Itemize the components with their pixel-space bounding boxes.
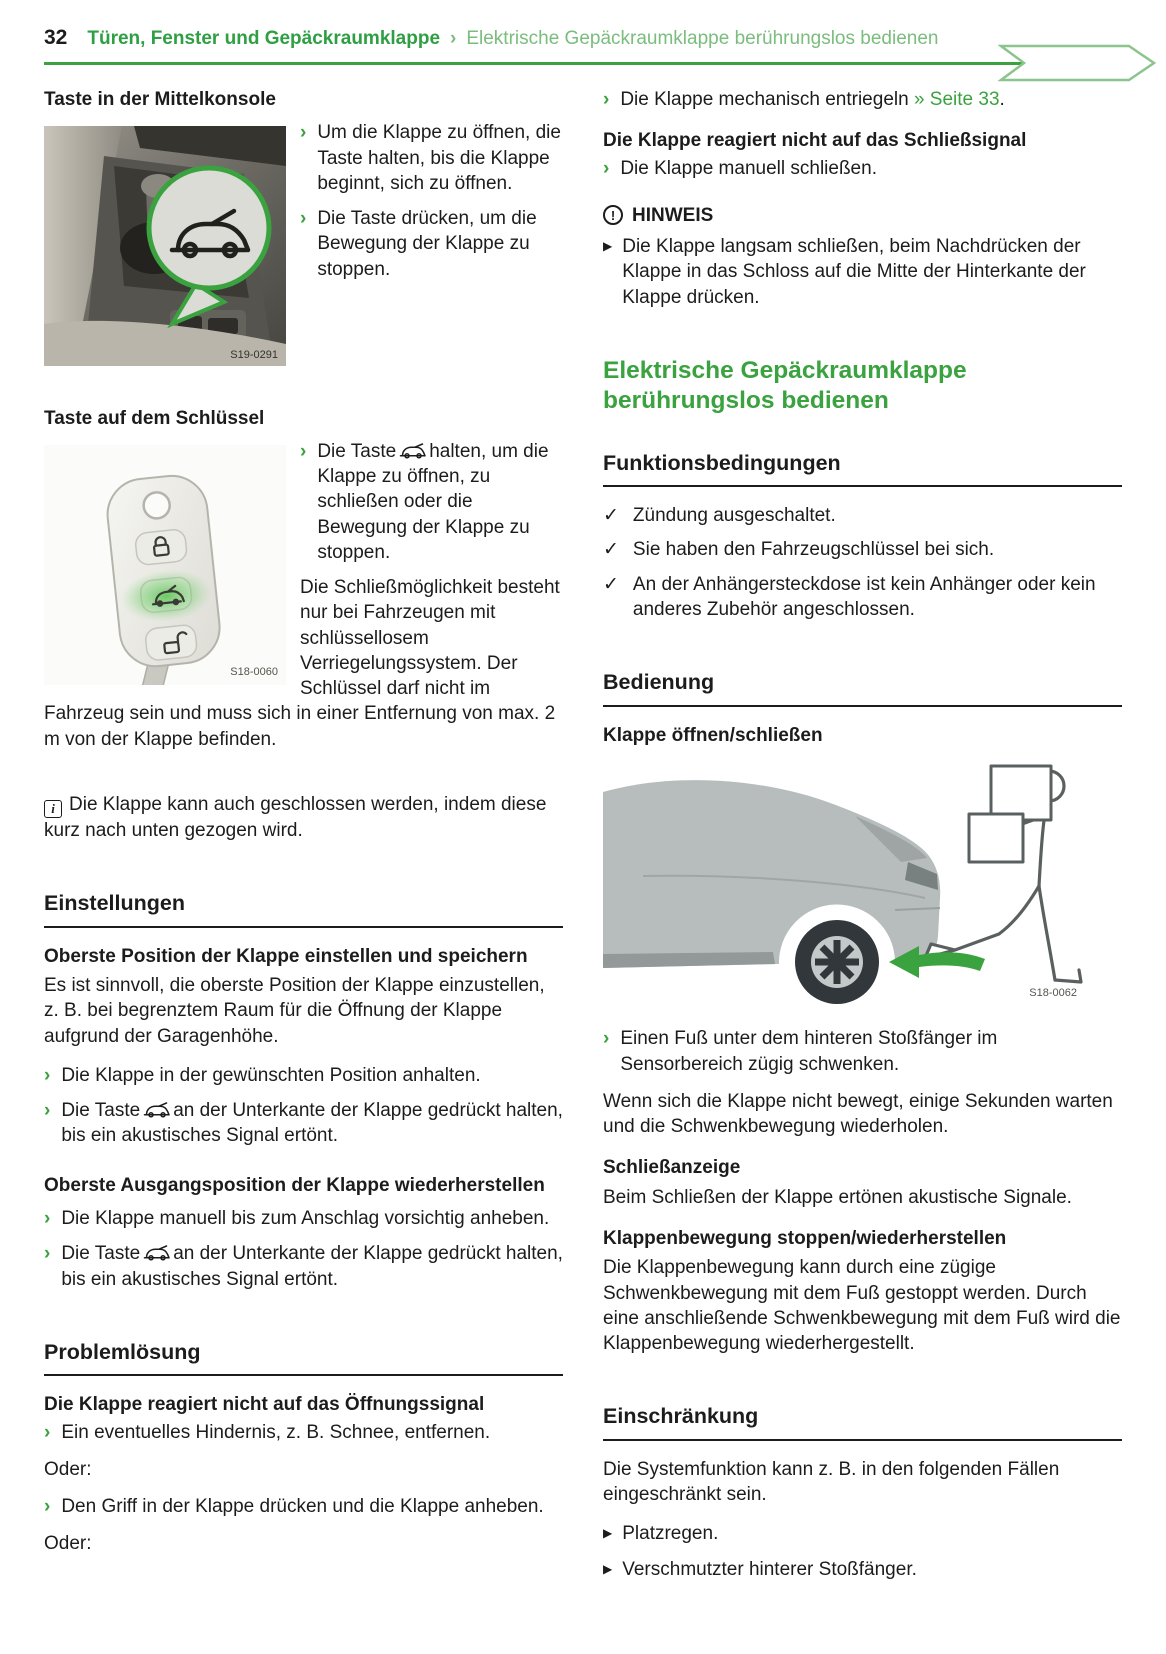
trunk-open-icon: [143, 1245, 170, 1261]
list-item-text: [61, 1241, 563, 1292]
operation-paragraph: Wenn sich die Klappe nicht bewegt, einige Sekunden warten und die Schwenkbewegung wiederholen.: [603, 1090, 1113, 1138]
list-item-text: Die Klappe in der gewünschten Position anhalten.: [61, 1064, 481, 1086]
subheading-restore-position: Oberste Ausgangsposition der Klappe wiederherstellen: [44, 1174, 545, 1196]
main-section-title: Elektrische Gepäckraumklappe berührungslos bedienen: [603, 356, 967, 415]
list-item-text: Die Klappe manuell schließen.: [620, 157, 877, 179]
bullet-icon: ›: [44, 1207, 51, 1229]
text-segment: .: [999, 89, 1005, 110]
notice-item-text: Die Klappe langsam schließen, beim Nachdrücken der Klappe in das Schloss auf die Mitte der Hinterkante der Klappe drücken.: [622, 236, 1086, 308]
key-illustration: [44, 445, 286, 685]
subheading-schliessanzeige: Schließanzeige: [603, 1157, 741, 1179]
condition-text: Zündung ausgeschaltet.: [632, 505, 836, 527]
notice-item: [603, 234, 1122, 310]
subheading-no-close-signal: Die Klappe reagiert nicht auf das Schließsignal: [603, 130, 1027, 152]
check-icon: ✓: [603, 505, 619, 527]
list-item-text: [317, 439, 563, 565]
list-item-text: Einen Fuß unter dem hinteren Stoßfänger im Sensorbereich zügig schwenken.: [620, 1028, 998, 1075]
heading-key-button: Taste auf dem Schlüssel: [44, 407, 265, 429]
subheading-no-open-signal: Die Klappe reagiert nicht auf das Öffnungssignal: [44, 1394, 485, 1416]
bullet-icon: ›: [603, 1028, 610, 1050]
console-figure: [44, 126, 286, 373]
movement-paragraph: Die Klappenbewegung kann durch eine zügige Schwenkbewegung mit dem Fuß gestoppt werden. Durch eine anschließende Schwenkbewegung mit dem Fuß wird die Klappenbewegung wiederhergestellt.: [603, 1257, 1121, 1355]
figure-label: S19-0291: [230, 349, 278, 362]
section-heading-einstellungen: Einstellungen: [44, 889, 563, 928]
subheading-open-close: Klappe öffnen/schließen: [603, 724, 823, 746]
condition-text: Sie haben den Fahrzeugschlüssel bei sich.: [632, 539, 995, 561]
bullet-icon: ›: [44, 1100, 51, 1122]
hinweis-header: [603, 203, 1122, 228]
list-item: [44, 1206, 563, 1231]
list-item: [44, 1241, 563, 1292]
restriction-item-text: Platzregen.: [622, 1523, 719, 1545]
bullet-icon: ›: [603, 89, 610, 110]
car-sensor-illustration: [603, 758, 1085, 1005]
text-segment: halten, um die Klappe zu öffnen, zu schließen oder die Bewegung der Klappe zu stoppen.: [317, 440, 549, 563]
restriction-paragraph: Die Systemfunktion kann z. B. in den folgenden Fällen eingeschränkt sein.: [603, 1458, 1060, 1506]
settings-paragraph: Es ist sinnvoll, die oberste Position der Klappe einzustellen, z. B. bei begrenztem Raum für die Öffnung der Klappe aufgrund der Garagenhöhe.: [44, 975, 545, 1047]
text-segment: Die Taste: [61, 1100, 141, 1122]
figure-label: S18-0060: [230, 665, 278, 678]
subheading-top-position: Oberste Position der Klappe einstellen und speichern: [44, 945, 528, 967]
check-icon: ✓: [603, 573, 619, 595]
list-item: [603, 156, 1122, 181]
hinweis-label: HINWEIS: [632, 204, 714, 226]
breadcrumb-section: Elektrische Gepäckraumklappe berührungslos bedienen: [466, 28, 939, 49]
bullet-icon: ›: [603, 157, 610, 179]
triangle-bullet-icon: ▶: [603, 239, 613, 254]
list-item: [300, 206, 563, 282]
triangle-bullet-icon: ▶: [603, 1526, 613, 1541]
key-figure: [44, 445, 286, 692]
bullet-icon: ›: [44, 1421, 51, 1443]
page-number: 32: [44, 26, 68, 49]
page-33-link[interactable]: » Seite 33: [913, 89, 1000, 110]
bullet-icon: ›: [44, 1496, 51, 1518]
condition-item: [603, 537, 1122, 562]
section-heading-einschraenkung: Einschränkung: [603, 1402, 1122, 1441]
list-item: [603, 87, 1122, 112]
check-icon: ✓: [603, 539, 619, 561]
list-item: [300, 439, 563, 565]
subheading-klappenbewegung: Klappenbewegung stoppen/wiederherstellen: [603, 1227, 1007, 1249]
breadcrumb-separator-icon: ›: [450, 28, 457, 49]
bullet-icon: ›: [300, 440, 307, 462]
list-item: [603, 1026, 1122, 1077]
list-item: [300, 120, 563, 196]
list-item-text: Die Klappe manuell bis zum Anschlag vorsichtig anheben.: [61, 1207, 550, 1229]
bullet-icon: ›: [300, 208, 307, 230]
bullet-icon: ›: [44, 1243, 51, 1265]
oder-text: Oder:: [44, 1458, 92, 1480]
condition-item: [603, 572, 1122, 623]
bullet-icon: ›: [44, 1064, 51, 1086]
info-icon: i: [44, 800, 62, 818]
trunk-open-icon: [143, 1102, 170, 1118]
text-segment: an der Unterkante der Klappe gedrückt halten, bis ein akustisches Signal ertönt.: [61, 1243, 563, 1290]
list-item: [44, 1098, 563, 1149]
text-segment: an der Unterkante der Klappe gedrückt halten, bis ein akustisches Signal ertönt.: [61, 1100, 563, 1147]
section-heading-bedienung: Bedienung: [603, 668, 1122, 707]
list-item-text: Den Griff in der Klappe drücken und die Klappe anheben.: [61, 1496, 544, 1518]
text-segment: Die Taste: [317, 440, 397, 462]
triangle-bullet-icon: ▶: [603, 1561, 613, 1576]
restriction-item: [603, 1557, 1122, 1582]
list-item-text: Die Taste drücken, um die Bewegung der Klappe zu stoppen.: [317, 208, 537, 280]
section-heading-problemloesung: Problemlösung: [44, 1338, 563, 1377]
right-column: [603, 85, 1122, 1592]
condition-item: [603, 503, 1122, 528]
console-illustration: [44, 126, 286, 366]
figure-label: S18-0062: [1029, 987, 1077, 1000]
notice-icon: !: [603, 205, 623, 225]
breadcrumb-chapter: Türen, Fenster und Gepäckraumklappe: [87, 28, 441, 49]
sensor-figure: [603, 758, 1085, 1012]
list-item: [44, 1063, 563, 1088]
oder-text: Oder:: [44, 1533, 92, 1555]
list-item: [44, 1494, 563, 1519]
list-item-text: Um die Klappe zu öffnen, die Taste halten, bis die Klappe beginnt, sich zu öffnen.: [317, 122, 561, 194]
key-paragraph: Die Schließmöglichkeit besteht nur bei Fahrzeugen mit schlüssellosem Verriegelungssystem. Der Schlüssel darf nicht im Fahrzeug sein und muss sich in einer Entfernung von max. 2 m von der Klappe befinden.: [44, 577, 560, 750]
section-heading-funktionsbedingungen: Funktionsbedingungen: [603, 449, 1122, 488]
closeind-paragraph: Beim Schließen der Klappe ertönen akustische Signale.: [603, 1186, 1072, 1208]
text-segment: Die Klappe mechanisch entriegeln: [620, 89, 914, 110]
list-item-text: [620, 87, 1122, 112]
condition-text: An der Anhängersteckdose ist kein Anhänger oder kein anderes Zubehör angeschlossen.: [632, 573, 1096, 620]
content-columns: [0, 65, 1166, 1592]
header-arrow-icon: [998, 42, 1158, 84]
page-header: [44, 0, 1122, 65]
heading-console-button: Taste in der Mittelkonsole: [44, 89, 276, 110]
trunk-open-icon: [399, 443, 426, 459]
bullet-icon: ›: [300, 122, 307, 144]
info-text: Die Klappe kann auch geschlossen werden, indem diese kurz nach unten gezogen wird.: [44, 793, 547, 841]
info-paragraph: [44, 792, 563, 843]
list-item: [44, 1420, 563, 1445]
left-column: [44, 85, 563, 1592]
text-segment: Die Taste: [61, 1243, 141, 1265]
restriction-item-text: Verschmutzter hinterer Stoßfänger.: [622, 1558, 917, 1580]
restriction-item: [603, 1521, 1122, 1546]
list-item-text: [61, 1098, 563, 1149]
list-item-text: Ein eventuelles Hindernis, z. B. Schnee, entfernen.: [61, 1421, 491, 1443]
